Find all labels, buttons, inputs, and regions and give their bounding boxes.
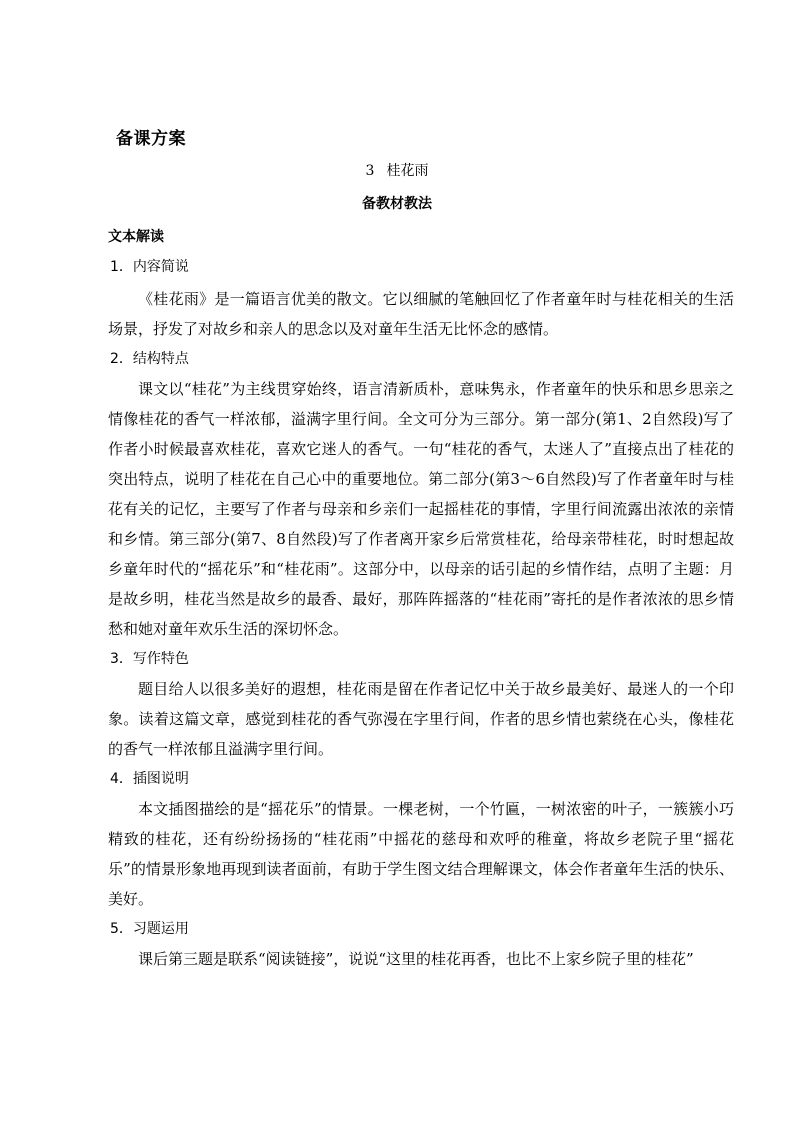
section-heading-4: 4．插图说明 — [110, 771, 189, 787]
section-heading-5: 5．习题运用 — [110, 921, 189, 937]
section-heading-3: 3．写作特色 — [110, 651, 189, 667]
section-heading-1: 1．内容简说 — [110, 259, 189, 275]
lesson-title — [0, 160, 794, 180]
section-paragraph-1: 《桂花雨》是一篇语言优美的散文。它以细腻的笔触回忆了作者童年时与桂花相关的生活场景，抒发了对故乡和亲人的思念以及对童年生活无比怀念的感情。 — [108, 290, 734, 338]
section-paragraph-4: 本文插图描绘的是“摇花乐”的情景。一棵老树，一个竹匾，一树浓密的叶子，一簇簇小巧精致的桂花，还有纷纷扬扬的“桂花雨”中摇花的慈母和欢呼的稚童，将故乡老院子里“摇花乐”的情景形象地再现到读者面前，有助于学生图文结合理解课文，体会作者童年生活的快乐、美好。 — [108, 800, 734, 908]
document-body — [108, 222, 734, 974]
lesson-name: 桂花雨 — [386, 163, 429, 179]
section-paragraph-5: 课后第三题是联系“阅读链接”，说说“这里的桂花再香，也比不上家乡院子里的桂花” — [138, 950, 694, 968]
section-heading-2: 2．结构特点 — [110, 351, 189, 367]
document-label: 备课方案 — [116, 129, 186, 149]
section-paragraph-2: 课文以“桂花”为主线贯穿始终，语言清新质朴，意味隽永，作者童年的快乐和思乡思亲之情像桂花的香气一样浓郁，溢满字里行间。全文可分为三部分。第一部分(第1、2自然段)写了作者小时候最喜欢桂花，喜欢它迷人的香气。一句“桂花的香气，太迷人了”直接点出了桂花的突出特点，说明了桂花在自己心中的重要地位。第二部分(第3～6自然段)写了作者童年时与桂花有关的记忆，主要写了作者与母亲和乡亲们一起摇桂花的事情，字里行间流露出浓浓的亲情和乡情。第三部分(第7、8自然段)写了作者离开家乡后常赏桂花，给母亲带桂花，时时想起故乡童年时代的“摇花乐”和“桂花雨”。这部分中，以母亲的话引起的乡情作结，点明了主题：月是故乡明，桂花当然是故乡的最香、最好，那阵阵摇落的“桂花雨”寄托的是作者浓浓的思乡情愁和她对童年欢乐生活的深切怀念。 — [108, 380, 734, 638]
reading-heading: 文本解读 — [108, 229, 164, 245]
lesson-number: 3 — [365, 163, 375, 179]
section-subtitle: 备教材教法 — [362, 196, 432, 212]
section-paragraph-3: 题目给人以很多美好的遐想，桂花雨是留在作者记忆中关于故乡最美好、最迷人的一个印象。读着这篇文章，感觉到桂花的香气弥漫在字里行间，作者的思乡情也萦绕在心头，像桂花的香气一样浓郁且溢满字里行间。 — [108, 680, 734, 758]
